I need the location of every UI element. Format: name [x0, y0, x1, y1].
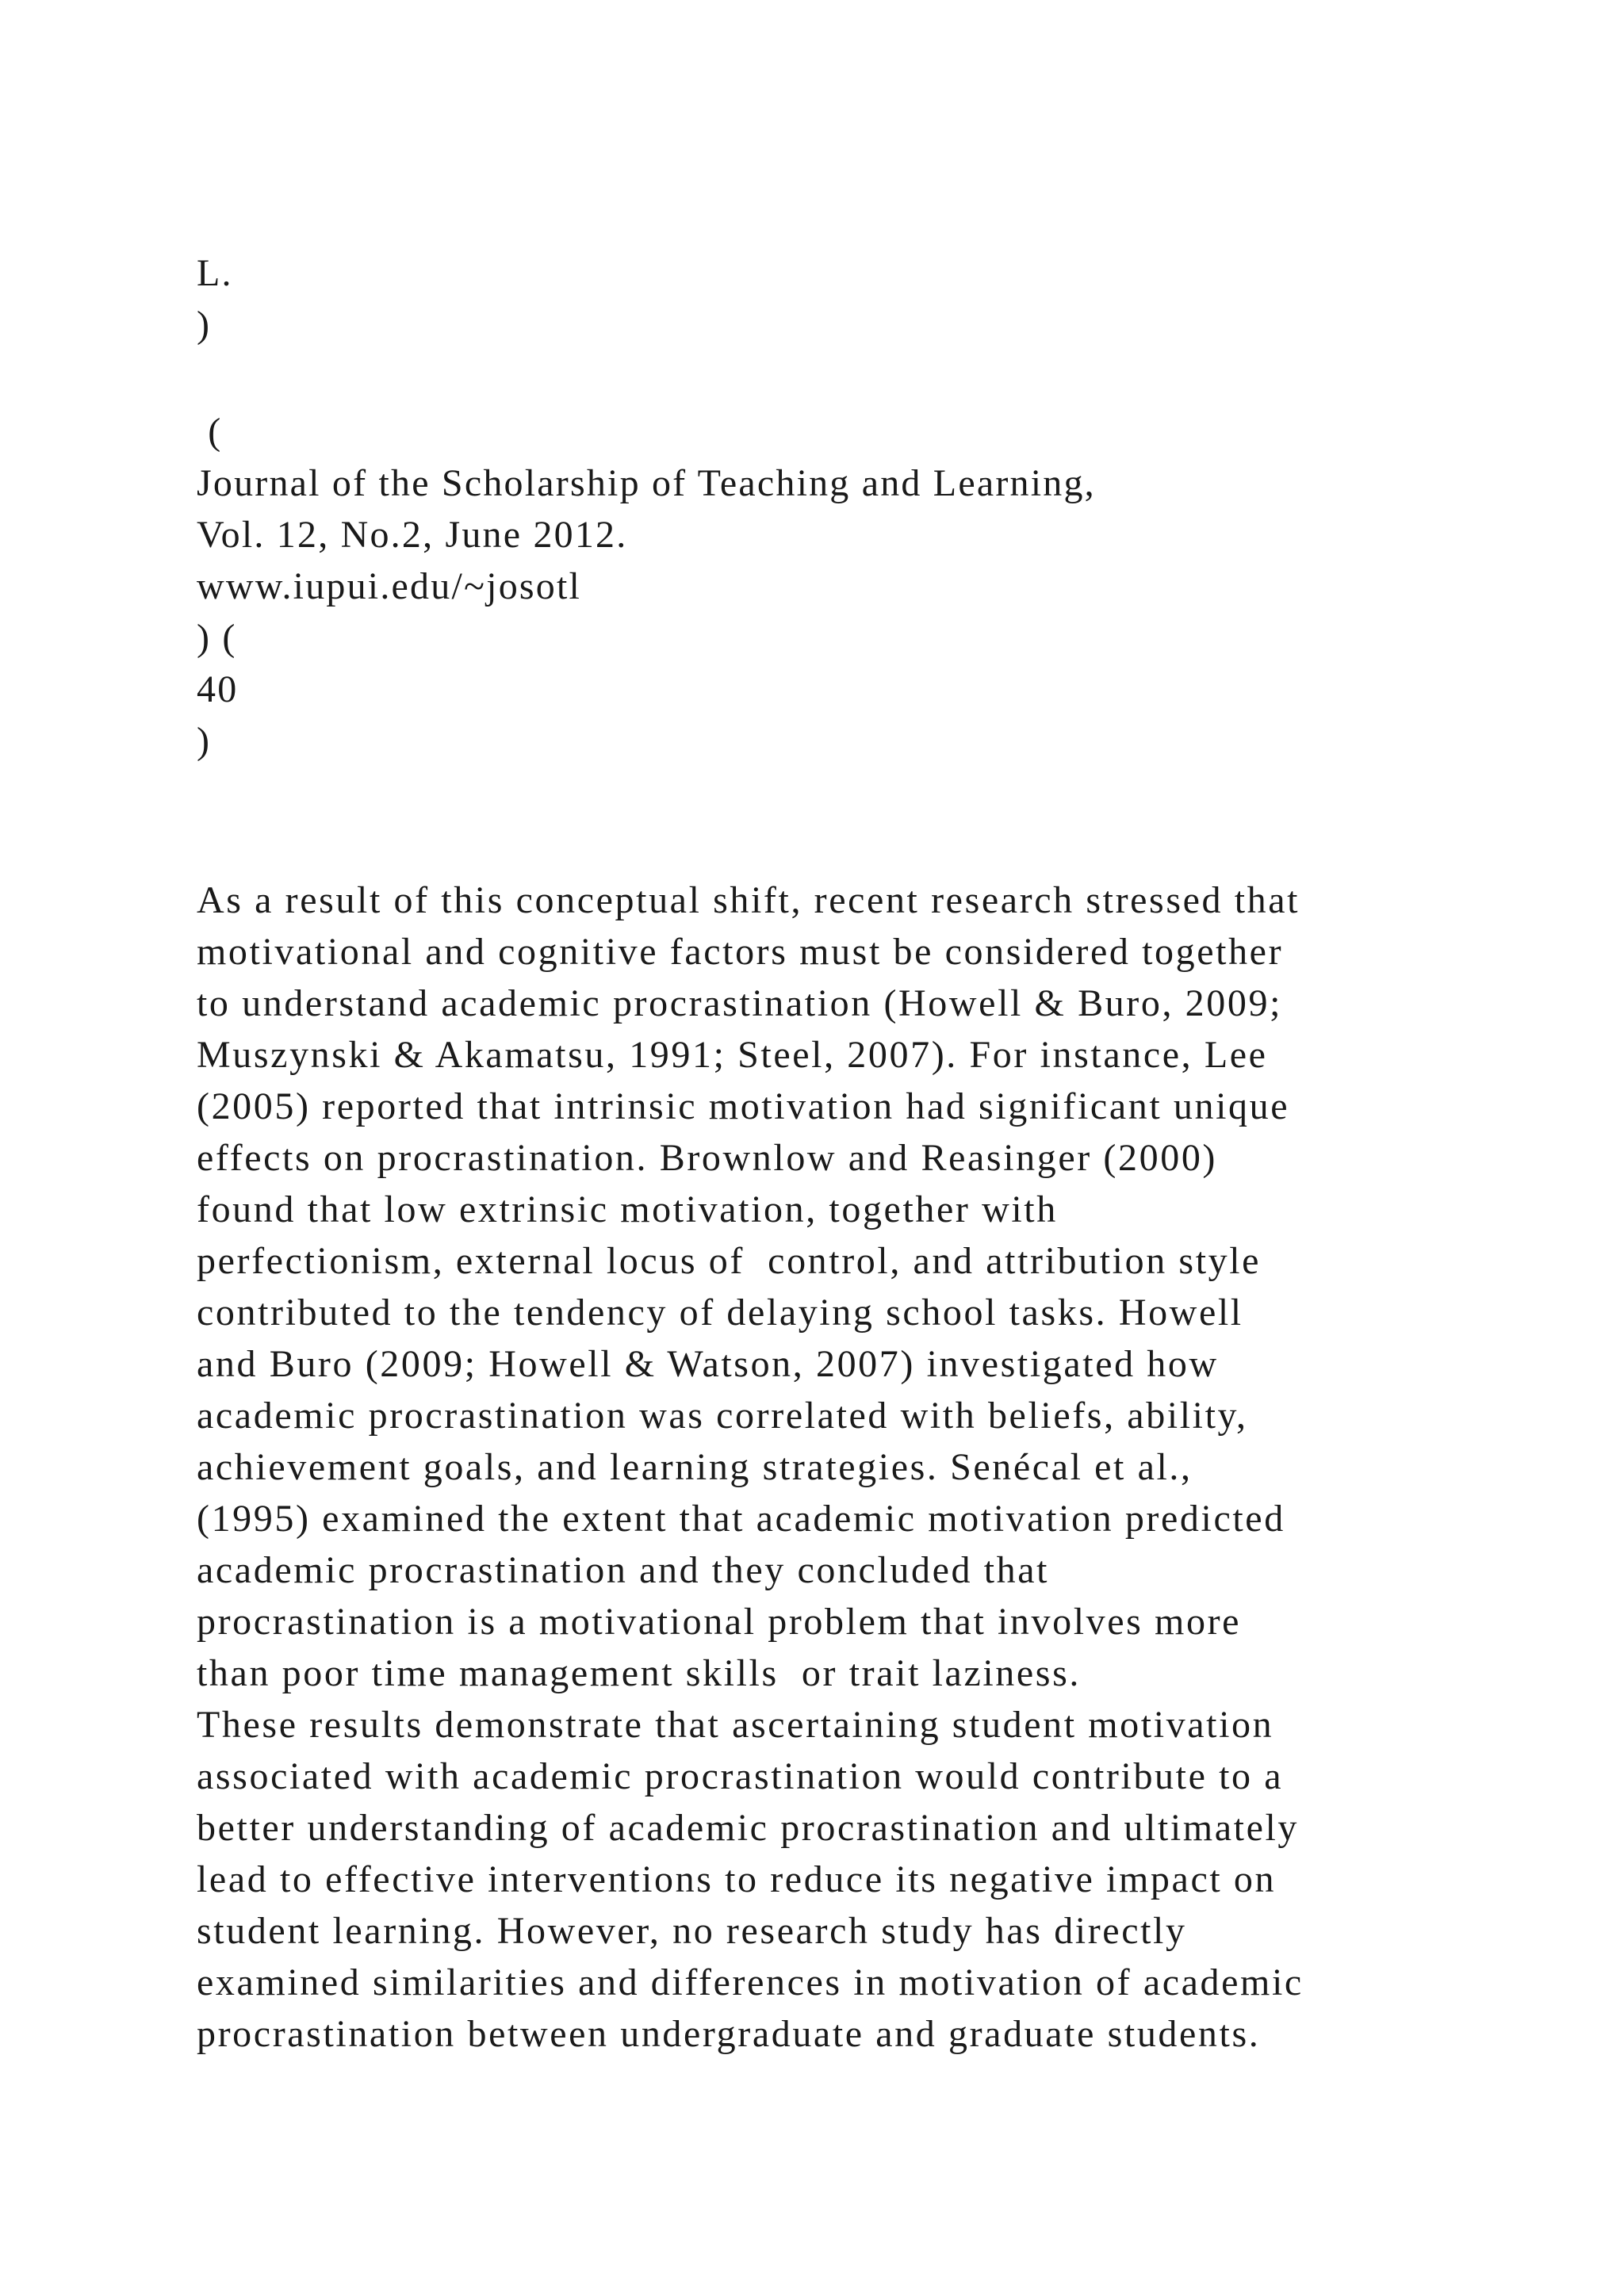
header-line-close-paren-2: ) [197, 720, 212, 762]
header-line-close-paren: ) [197, 304, 212, 346]
body-line: procrastination between undergraduate and graduate students. [197, 2013, 1261, 2055]
header-line-initial: L. [197, 252, 233, 294]
body-line: associated with academic procrastination would contribute to a [197, 1755, 1284, 1797]
body-line: academic procrastination was correlated with beliefs, ability, [197, 1395, 1248, 1437]
body-line: motivational and cognitive factors must be considered together [197, 931, 1284, 973]
body-line: (1995) examined the extent that academic motivation predicted [197, 1498, 1285, 1540]
journal-title: Journal of the Scholarship of Teaching and Learning, [197, 462, 1096, 504]
body-line: academic procrastination and they concluded that [197, 1549, 1050, 1591]
body-line: lead to effective interventions to reduce its negative impact on [197, 1858, 1277, 1900]
body-line: These results demonstrate that ascertaining student motivation [197, 1704, 1274, 1746]
journal-volume: Vol. 12, No.2, June 2012. [197, 514, 628, 556]
body-line: (2005) reported that intrinsic motivation had significant unique [197, 1085, 1290, 1127]
body-line: contributed to the tendency of delaying school tasks. Howell [197, 1292, 1243, 1334]
header-line-open-paren: ( [197, 411, 223, 453]
body-line: better understanding of academic procrastination and ultimately [197, 1807, 1300, 1849]
body-line: than poor time management skills or trait laziness. [197, 1652, 1081, 1694]
body-line: achievement goals, and learning strategies. Senécal et al., [197, 1446, 1193, 1488]
journal-url: www.iupui.edu/~josotl [197, 565, 582, 607]
body-line: effects on procrastination. Brownlow and Reasinger (2000) [197, 1137, 1218, 1179]
body-line: As a result of this conceptual shift, recent research stressed that [197, 879, 1300, 921]
header-line-parens: ) ( [197, 617, 237, 659]
body-line: found that low extrinsic motivation, together with [197, 1188, 1058, 1230]
body-line: Muszynski & Akamatsu, 1991; Steel, 2007). For instance, Lee [197, 1034, 1268, 1076]
body-line: perfectionism, external locus of control, and attribution style [197, 1240, 1262, 1282]
body-line: and Buro (2009; Howell & Watson, 2007) investigated how [197, 1343, 1219, 1385]
body-line: student learning. However, no research study has directly [197, 1910, 1187, 1952]
page-number: 40 [197, 668, 239, 710]
body-line: to understand academic procrastination (Howell & Buro, 2009; [197, 982, 1283, 1024]
body-line: examined similarities and differences in motivation of academic [197, 1961, 1304, 2003]
body-line: procrastination is a motivational problem that involves more [197, 1601, 1242, 1643]
